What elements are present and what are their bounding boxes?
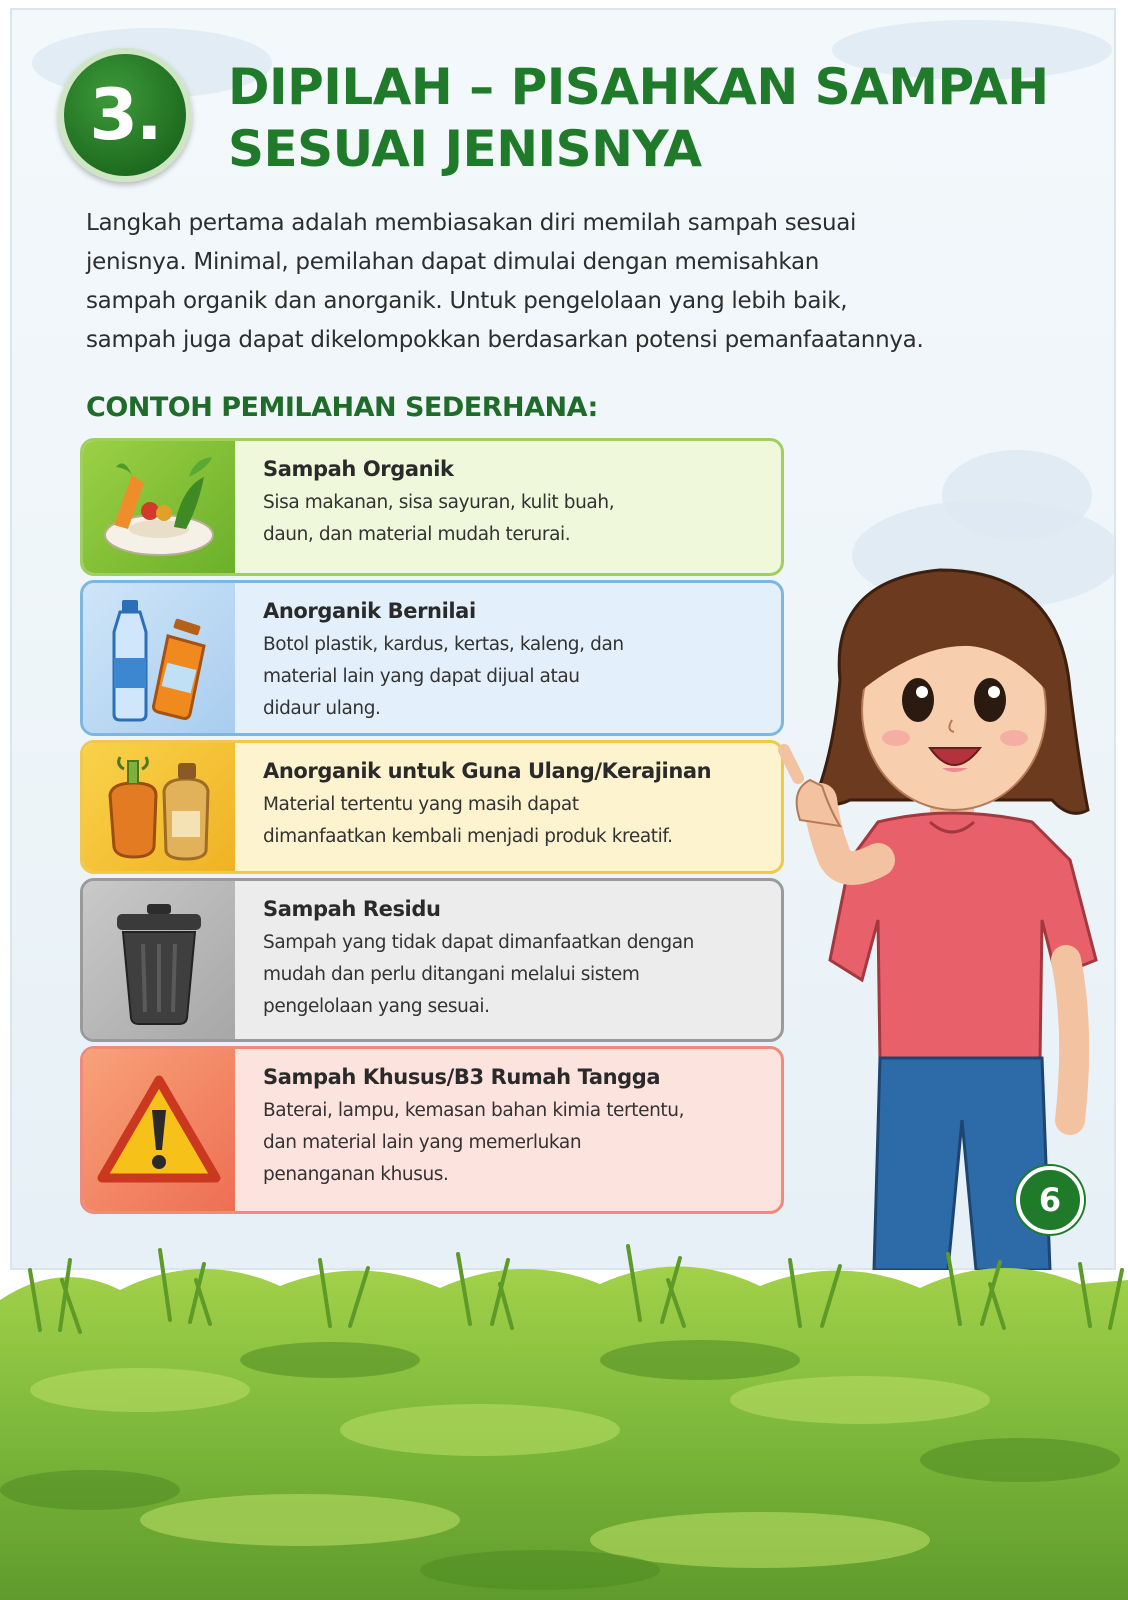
page-title bbox=[228, 56, 1088, 180]
description-line: penanganan khusus. bbox=[263, 1164, 449, 1185]
intro-paragraph bbox=[86, 204, 1066, 360]
intro-line: sampah juga dapat dikelompokkan berdasarkan potensi pemanfaatannya. bbox=[86, 327, 924, 353]
step-number-badge: 3. bbox=[58, 48, 192, 182]
category-title: Anorganik Bernilai bbox=[263, 599, 476, 623]
cloud-decoration bbox=[942, 450, 1092, 540]
category-card-valuable-inorganic bbox=[80, 580, 784, 736]
description-line: didaur ulang. bbox=[263, 698, 381, 719]
description-line: material lain yang dapat dijual atau bbox=[263, 666, 580, 687]
category-description bbox=[263, 629, 624, 725]
description-line: Sampah yang tidak dapat dimanfaatkan dengan bbox=[263, 932, 694, 953]
description-line: dimanfaatkan kembali menjadi produk kreatif. bbox=[263, 826, 673, 847]
girl-illustration bbox=[770, 560, 1116, 1270]
intro-line: sampah organik dan anorganik. Untuk pengelolaan yang lebih baik, bbox=[86, 288, 848, 314]
organic-food-icon bbox=[83, 441, 235, 573]
category-description bbox=[263, 487, 614, 551]
description-line: dan material lain yang memerlukan bbox=[263, 1132, 582, 1153]
category-title: Sampah Organik bbox=[263, 457, 454, 481]
category-description bbox=[263, 927, 694, 1023]
category-title: Sampah Khusus/B3 Rumah Tangga bbox=[263, 1065, 661, 1089]
category-card-organic bbox=[80, 438, 784, 576]
title-line: DIPILAH – PISAHKAN SAMPAH bbox=[228, 58, 1049, 116]
bottles-icon bbox=[83, 583, 235, 733]
description-line: Sisa makanan, sisa sayuran, kulit buah, bbox=[263, 492, 615, 513]
description-line: mudah dan perlu ditangani melalui sistem bbox=[263, 964, 640, 985]
description-line: Material tertentu yang masih dapat bbox=[263, 794, 579, 815]
category-description bbox=[263, 789, 711, 853]
intro-line: jenisnya. Minimal, pemilahan dapat dimulai dengan memisahkan bbox=[86, 249, 820, 275]
title-line: SESUAI JENISNYA bbox=[228, 120, 702, 178]
page-number-badge: 6 bbox=[1016, 1166, 1084, 1234]
trash-bin-icon bbox=[83, 881, 235, 1039]
category-card-reuse-craft bbox=[80, 740, 784, 874]
grass-illustration bbox=[0, 1240, 1128, 1600]
category-description bbox=[263, 1095, 684, 1191]
section-heading: CONTOH PEMILAHAN SEDERHANA: bbox=[86, 392, 598, 423]
category-title: Sampah Residu bbox=[263, 897, 441, 921]
description-line: Baterai, lampu, kemasan bahan kimia tertentu, bbox=[263, 1100, 685, 1121]
description-line: pengelolaan yang sesuai. bbox=[263, 996, 490, 1017]
category-title: Anorganik untuk Guna Ulang/Kerajinan bbox=[263, 759, 712, 783]
description-line: daun, dan material mudah terurai. bbox=[263, 524, 571, 545]
description-line: Botol plastik, kardus, kertas, kaleng, dan bbox=[263, 634, 624, 655]
intro-line: Langkah pertama adalah membiasakan diri memilah sampah sesuai bbox=[86, 210, 857, 236]
category-card-hazardous bbox=[80, 1046, 784, 1214]
category-card-residue bbox=[80, 878, 784, 1042]
warning-triangle-icon bbox=[83, 1049, 235, 1211]
craft-jars-icon bbox=[83, 743, 235, 871]
